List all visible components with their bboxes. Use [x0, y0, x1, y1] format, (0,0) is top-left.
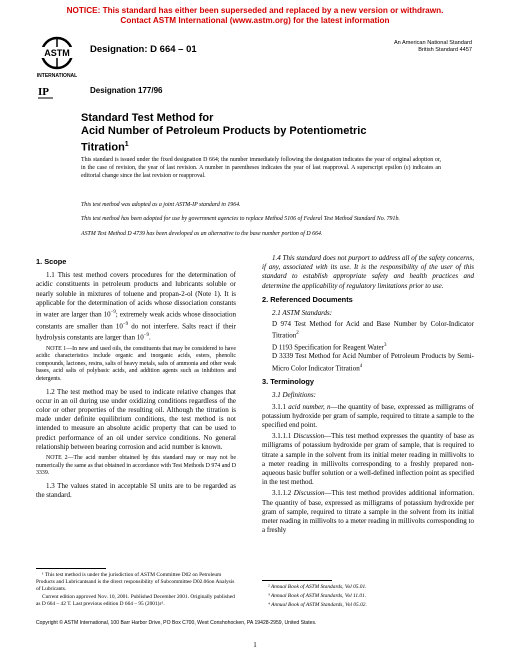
reference-d974: [262, 320, 474, 341]
svg-text:ASTM: ASTM: [44, 48, 70, 58]
p3-1-1-1-number: 3.1.1.1: [272, 432, 294, 441]
reference-d974-footnote: 2: [296, 331, 299, 337]
p3-1-1-2-number: 3.1.1.2: [272, 489, 294, 498]
right-column: [262, 254, 474, 537]
footnote-1: ¹ This test method is under the jurisdiction of ASTM Committee D02 on Petroleum Products and Lubricantsand is the direct responsibility of Subcommittee D02.06on Analysis of Lubricants.: [36, 572, 235, 592]
paragraph-3-1-1-1: [262, 432, 474, 487]
reference-d1193-text: D 1193 Specification for Reagent Water: [272, 343, 384, 352]
p1-1-text-d: .: [148, 333, 151, 342]
footnote-1-edition: Current edition approved Nov. 10, 2001. Published December 2001. Originally published as D 664 – 42 T. Last previous edition D 664 – 95 (2001)ε¹.: [36, 594, 235, 608]
paragraph-1-4: 1.4 This standard does not purport to address all of the safety concerns, if any, associated with its use. It is the responsibility of the user of this standard to establish appropriate safety and health practices and determine the applicability of regulatory limitations prior to use.: [262, 254, 474, 290]
footnote-4: ⁴ Annual Book of ASTM Standards, Vol 05.02.: [268, 601, 367, 608]
p1-1-text-c: do not interfere. Salts react if their hydrolysis constants are larger than 10: [36, 321, 236, 342]
footnotes-right: [262, 584, 474, 610]
p3-1-1-2-term: Discussion: [293, 489, 325, 498]
p3-1-1-1-text: —This test method expresses the quantity of base as milligrams of potassium hydroxide per gram of sample, that is required to titrate a sample in the solvent from its initial meter reading in millivolts to a meter reading in millivolts corresponding to a freshly prepared non-aqueous basic buffer solution or a well-defined inflection point as specified in the test method.: [262, 432, 474, 487]
paragraph-1-3: 1.3 The values stated in acceptable SI units are to be regarded as the standard.: [36, 481, 236, 499]
adoption-note-1: This test method was adopted as a joint ASTM-IP standard in 1964.: [81, 202, 241, 208]
reference-d3339-footnote: 4: [359, 363, 363, 369]
p3-1-1-number: 3.1.1: [272, 402, 289, 411]
paragraph-1-2: 1.2 The test method may be used to indicate relative changes that occur in an oil during use under oxidizing conditions regardless of the color or other properties of the resulting oil. Although the titration is made under definite equilibrium conditions, the test method is not intended to measure an absolute acidic property that can be used to predict performance of an oil under service conditions. No general relationship between bearing corrosion and acid number is known.: [36, 387, 236, 451]
title-line-1: Standard Test Method for: [81, 112, 214, 124]
notice-line-1: NOTICE: This standard has either been superseded and replaced by a new version or withdrawn.: [66, 6, 444, 15]
p3-1-1-text: —the quantity of base, expressed as milligrams of potassium hydroxide per gram of sample, required to titrate a sample to the specified end point.: [262, 402, 474, 430]
reference-d3339: [262, 352, 474, 373]
p3-1-1-2-text: —This test method provides additional information. The quantity of base, expressed as milligrams of potassium hydroxide per gram of sample, required to titrate a sample in the solvent from its initial meter reading in millivolts to a meter reading in millivolts corresponding to a freshly: [262, 489, 475, 535]
designation-astm: Designation: D 664 – 01: [90, 44, 197, 55]
footnote-rule-left: [36, 568, 106, 569]
document-title: [81, 112, 441, 155]
title-footnote-mark: 1: [124, 141, 129, 148]
footnotes-left: [36, 572, 236, 610]
referenced-documents-heading: 2. Referenced Documents: [262, 294, 353, 304]
footnote-2: ² Annual Book of ASTM Standards, Vol 05.01.: [268, 584, 367, 590]
designation-ip: Designation 177/96: [90, 86, 163, 95]
p1-1-exponent-2: −9: [122, 321, 129, 327]
footnote-rule-right: [262, 580, 332, 581]
adoption-note-3: ASTM Test Method D 4739 has been developed as an alternative to the base number portion of D 664.: [81, 231, 323, 237]
note-2: NOTE 2—The acid number obtained by this standard may or may not be numerically the same as that obtained in accordance with Test Methods D 974 and D 3339.: [36, 455, 236, 477]
withdrawal-notice: [0, 6, 510, 26]
page-number: 1: [253, 641, 257, 649]
paragraph-3-1-1-2: [262, 489, 474, 535]
reference-d974-text: D 974 Test Method for Acid and Base Number by Color-Indicator Titration: [272, 320, 474, 340]
british-standard: British Standard 4457: [418, 47, 472, 53]
paragraph-3-1-1: [262, 403, 474, 431]
left-column: [36, 254, 236, 502]
astm-logo-icon: [36, 34, 78, 80]
p1-1-exponent-1: −9: [110, 310, 116, 316]
adoption-note-2: This test method has been adopted for use by government agencies to replace Method 5106 of Federal Test Method Standard No. 791b.: [81, 216, 400, 222]
american-national-standard: An American National Standard: [393, 40, 472, 46]
terminology-heading: 3. Terminology: [262, 377, 315, 387]
copyright-line: Copyright © ASTM International, 100 Barr Harbor Drive, PO Box C700, West Conshohocken, PA 19428-2959, United States.: [36, 620, 317, 626]
svg-text:IP: IP: [38, 86, 49, 98]
issuance-statement: This standard is issued under the fixed designation D 664; the number immediately following the designation indicates the year of original adoption or, in the case of revision, the year of last revision. A number in parentheses indicates the year of last reapproval. A superscript epsilon (ε) indicates an editorial change since the last revision or reapproval.: [81, 157, 441, 179]
reference-d1193-footnote: 3: [383, 342, 387, 348]
astm-standards-subheading: 2.1 ASTM Standards:: [272, 309, 333, 318]
svg-text:INTERNATIONAL: INTERNATIONAL: [36, 73, 78, 79]
p1-1-text-b: ; extremely weak acids whose dissociation constants are smaller than 10: [36, 310, 236, 330]
footnote-3: ³ Annual Book of ASTM Standards, Vol 11.01.: [268, 592, 367, 599]
scope-heading: 1. Scope: [36, 257, 67, 266]
national-standards: [394, 40, 472, 54]
reference-d1193: [262, 341, 474, 353]
notice-line-2: Contact ASTM International (www.astm.org) for the latest information: [120, 16, 390, 25]
title-line-3-text: Titration: [81, 141, 125, 154]
title-line-2: Acid Number of Petroleum Products by Potentiometric: [81, 125, 367, 137]
p3-1-1-1-term: Discussion: [293, 432, 325, 441]
definitions-subheading: 3.1 Definitions:: [272, 391, 316, 400]
paragraph-1-1: [36, 271, 236, 342]
p3-1-1-term: acid number, n: [288, 402, 331, 411]
ip-logo-icon: [36, 84, 56, 102]
reference-d3339-text: D 3339 Test Method for Acid Number of Petroleum Products by Semi-Micro Color Indicator Titration: [272, 352, 474, 373]
title-line-3: [81, 138, 441, 155]
p1-1-exponent-3: −9: [143, 333, 149, 339]
p1-1-text-a: 1.1 This test method covers procedures for the determination of acidic constituents in petroleum products and lubricants soluble or nearly soluble in mixtures of toluene and propan-2-ol (Note 1). It is applicable for the determination of acids whose dissociation constants in water are larger than 10: [36, 271, 236, 319]
note-1: NOTE 1—In new and used oils, the constituents that may be considered to have acidic characteristics include organic and inorganic acids, esters, phenolic compounds, lactones, resins, salts of heavy metals, salts of ammonia and other weak bases, acid salts of polybasic acids, and addition agents such as inhibitors and detergents.: [36, 345, 236, 382]
